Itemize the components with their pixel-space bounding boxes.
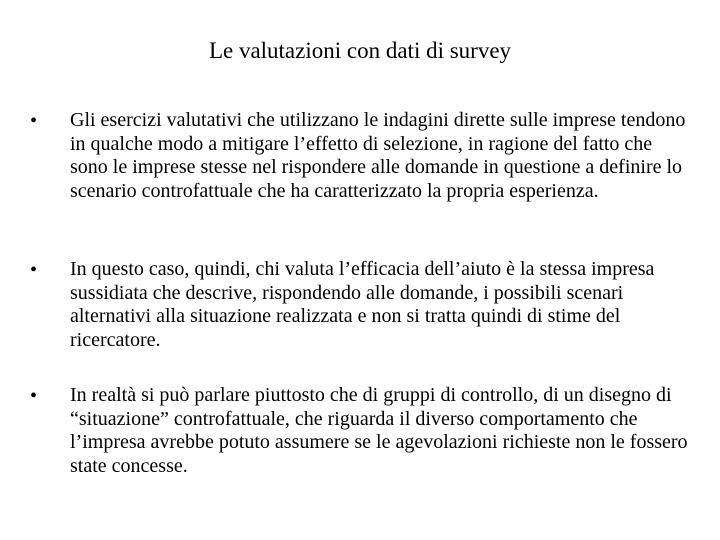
bullet-marker: •: [30, 385, 38, 407]
bullet-item: [30, 258, 690, 352]
bullet-text: In questo caso, quindi, chi valuta l’efficacia dell’aiuto è la stessa impresa sussidiata che descrive, rispondendo alle domande, i possibili scenari alternativi alla situazione realizzata e non si tratta quindi di stime del ricercatore.: [70, 258, 655, 351]
bullet-marker: •: [30, 110, 38, 132]
bullet-item: [30, 384, 690, 478]
bullet-text: Gli esercizi valutativi che utilizzano le indagini dirette sulle imprese tendono in qualche modo a mitigare l’effetto di selezione, in ragione del fatto che sono le imprese stesse nel rispondere alle domande in questione a definire lo scenario controfattuale che ha caratterizzato la propria esperienza.: [70, 109, 686, 202]
bullet-text: In realtà si può parlare piuttosto che di gruppi di controllo, di un disegno di “situazione” controfattuale, che riguarda il diverso comportamento che l’impresa avrebbe potuto assumere se le agevolazioni richieste non le fossero state concesse.: [70, 384, 688, 477]
slide-title: Le valutazioni con dati di survey: [208, 38, 512, 63]
bullet-marker: •: [30, 259, 38, 281]
bullet-item: [30, 109, 690, 203]
